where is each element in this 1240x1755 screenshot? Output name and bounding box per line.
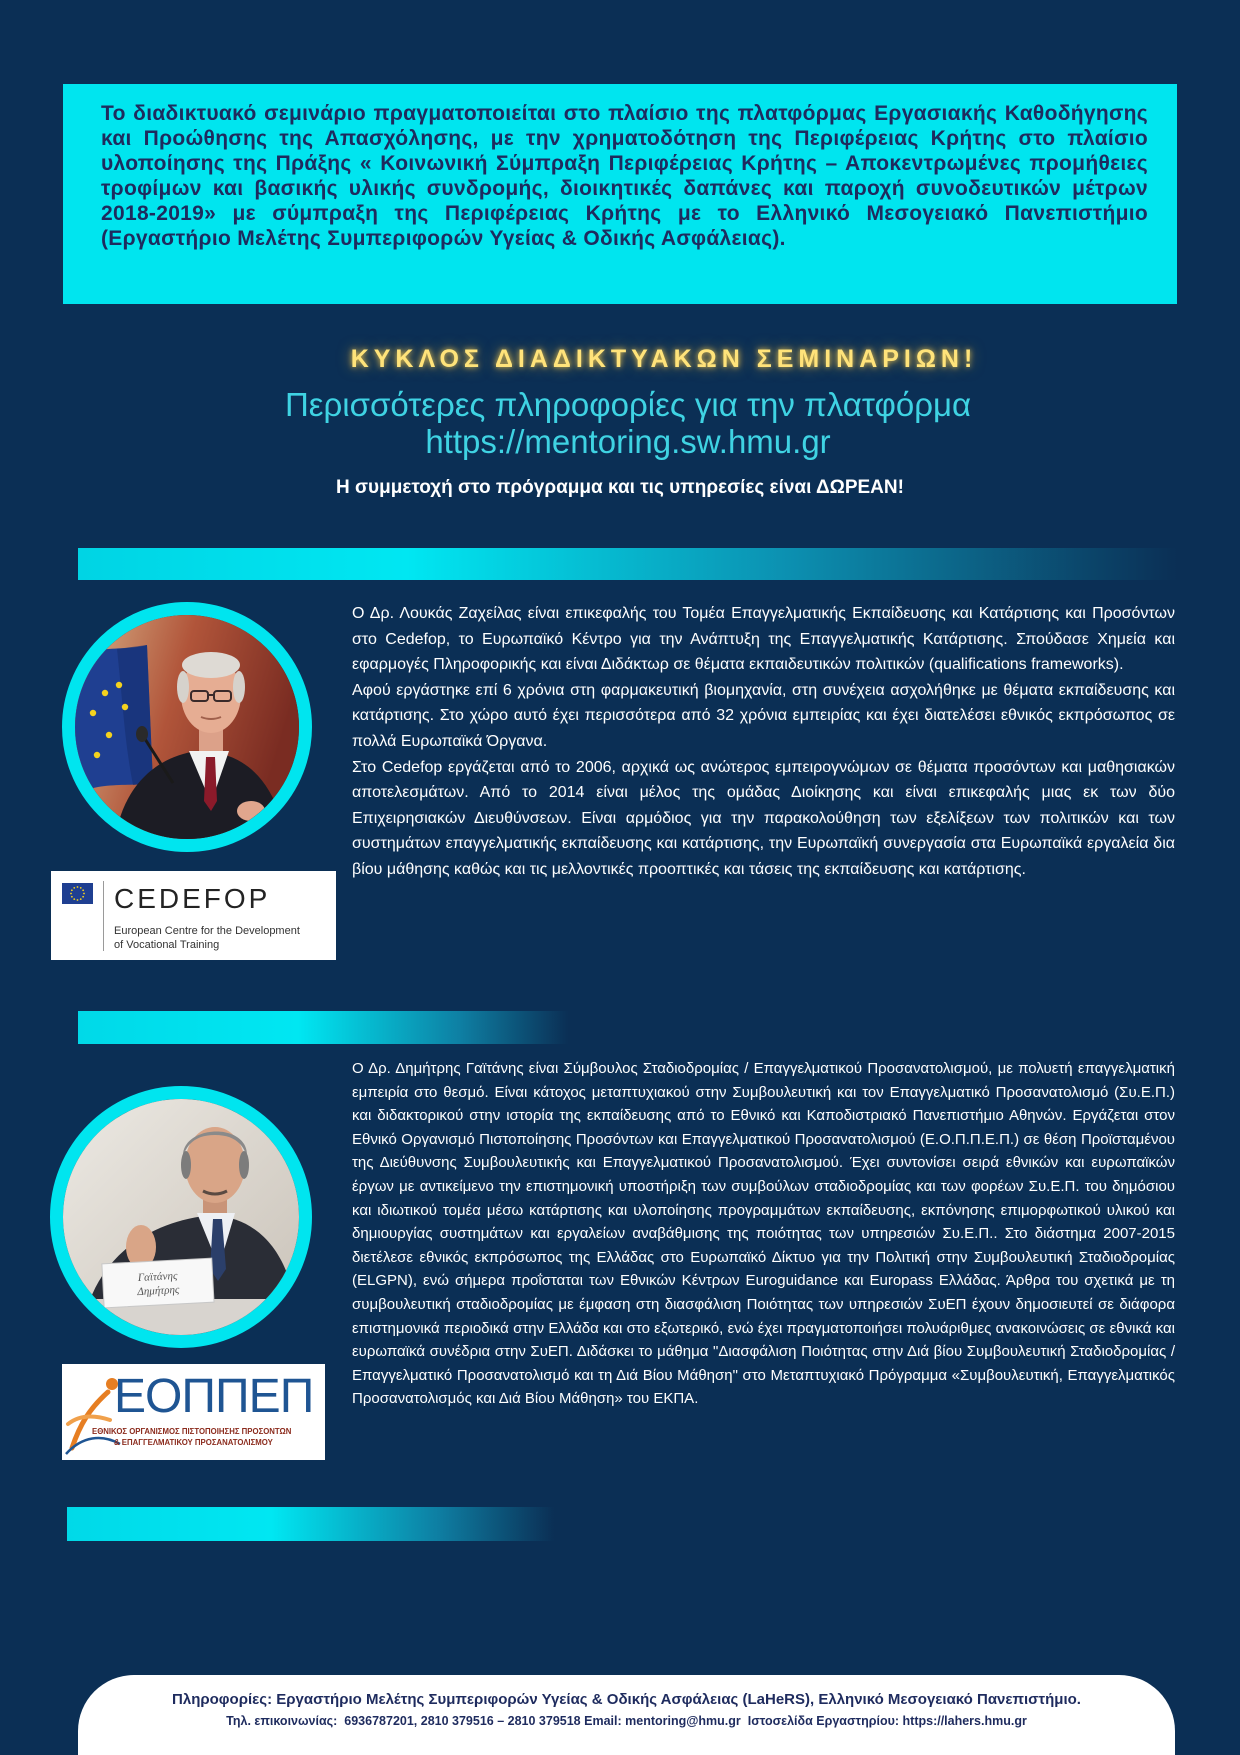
platform-url-link[interactable]: https://mentoring.sw.hmu.gr bbox=[425, 423, 831, 460]
speaker-1-photo bbox=[62, 602, 312, 852]
intro-text: Το διαδικτυακό σεμινάριο πραγματοποιείται στο πλαίσιο της πλατφόρμας Εργασιακής Καθοδήγησης και Προώθησης της Απασχόλησης, με την χρηματοδότηση της Περιφέρειας Κρήτης στο πλαίσιο υλοποίησης της Πράξης « Κοινωνική Σύμπραξη Περιφέρειας Κρήτης – Αποκεντρωμένες προμήθειες τροφίμων και βασικής υλικής συνδρομής, διοικητικές δαπάνες και παροχή συνοδευτικών μέτρων 2018-2019» με σύμπραξη της Περιφέρειας Κρήτης με το Ελληνικό Μεσογειακό Πανεπιστήμιο (Εργαστήριο Μελέτης Συμπεριφορών Υγείας & Οδικής Ασφάλειας). bbox=[101, 102, 1148, 250]
phone-label: Τηλ. επικοινωνίας: bbox=[226, 1714, 338, 1728]
bio-paragraph: Ο Δρ. Δημήτρης Γαϊτάνης είναι Σύμβουλος Σταδιοδρομίας / Επαγγελματικού Προσανατολισμού, με πολυετή επαγγελματική εμπειρία στο θεσμό. Είναι κάτοχος μεταπτυχιακού στην Συμβουλευτική και τον Επαγγελματικό Προσανατολισμό (Συ.Ε.Π.) και διδακτορικού στην ιστορία της εκπαίδευσης από το Εθνικό και Καποδιστριακό Πανεπιστήμιο Αθηνών. Εργάζεται στον Εθνικό Οργανισμό Πιστοποίησης Προσόντων και Επαγγελματικού Προσανατολισμού (Ε.Ο.Π.Π.Ε.Π.) σε θέση Προϊσταμένου της Διεύθυνσης Συμβουλευτικής και Επαγγελματικού Προσανατολισμού. Έχει συντονίσει σειρά εθνικών και ευρωπαϊκών έργων με αντικείμενο την επιστημονική υποστήριξη των συμβούλων σταδιοδρομίας και των φορέων Συ.Ε.Π. του δημόσιου και ιδιωτικού τομέα μέσω κατάρτισης και υλοποίησης προγραμμάτων εκπαίδευσης, εκπόνησης επιμορφωτικού υλικού και δημιουργίας συστημάτων και εργαλείων αναβάθμισης της ποιότητας των υπηρεσιών Συ.Ε.Π.. Στο διάστημα 2007-2015 διετέλεσε εθνικός εκπρόσωπος της Ελλάδας στο Ευρωπαϊκό Δίκτυο για την Πολιτική στην Συμβουλευτική Σταδιοδρομίας (ELGPN), ενώ σήμερα προΐσταται των Εθνικών Κέντρων Euroguidance και Europass Ελλάδας. Άρθρα του σχετικά με τη συμβουλευτική σταδιοδρομίας με έμφαση στη διασφάλιση Ποιότητας των υπηρεσιών ΣυΕΠ έχουν δημοσιευτεί σε διάφορα επιστημονικά περιοδικά στην Ελλάδα και στο εξωτερικό, ενώ έχει πραγματοποιήσει πολυάριθμες ανακοινώσεις σε εθνικά και ευρωπαϊκά συνέδρια στην ΣυΕΠ. Διδάσκει το μάθημα "Διασφάλιση Ποιότητας στην Διά βίου Συμβουλευτική Σταδιοδρομίας / Επαγγελματικό Προσανατολισμό και τη Διά Βίου Μάθηση" στο Μεταπτυχιακό Πρόγραμμα «Συμβουλευτική, Επαγγελματικός Προσανατολισμός και Διά Βίου Μάθηση» του ΕΚΠΑ. bbox=[352, 1060, 1175, 1408]
eoppep-wordmark: ΕΟΠΠΕΠ bbox=[114, 1370, 314, 1423]
speaker-2-bio bbox=[352, 1057, 1175, 1411]
cedefop-subtitle-line-2: of Vocational Training bbox=[114, 939, 220, 951]
website-label: Ιστοσελίδα Εργαστηρίου: bbox=[747, 1714, 900, 1728]
cedefop-subtitle bbox=[114, 924, 300, 952]
speaker-1-portrait bbox=[75, 615, 299, 839]
bio-paragraph: Στο Cedefop εργάζεται από το 2006, αρχικά ως ανώτερος εμπειρογνώμων σε θέματα προσόντων και μαθησιακών αποτελεσμάτων. Από το 2014 είναι μέλος της ομάδας Διοίκησης και είναι επικεφαλής μιας εκ των δύο Επιχειρησιακών Διευθύνσεων. Είναι αρμόδιος για την παρακολούθηση των εξελίξεων των πολιτικών και των συστημάτων επαγγελματικής εκπαίδευσης και κατάρτισης, την Ευρωπαϊκή συνεργασία στα Ευρωπαϊκά εργαλεία δια βίου μάθησης καθώς και τις μελλοντικές προοπτικές και τάσεις της εκπαίδευσης και κατάρτισης. bbox=[352, 758, 1175, 878]
cedefop-subtitle-line-1: European Centre for the Development bbox=[114, 925, 300, 937]
email-label: Email: bbox=[584, 1714, 622, 1728]
speaker-2-photo bbox=[50, 1086, 312, 1348]
footer-contact bbox=[78, 1675, 1175, 1755]
email-link[interactable]: mentoring@hmu.gr bbox=[625, 1714, 741, 1728]
eoppep-logo bbox=[62, 1364, 325, 1460]
logo-divider bbox=[103, 881, 104, 951]
intro-box bbox=[63, 84, 1177, 304]
bio-paragraph: Αφού εργάστηκε επί 6 χρόνια στη φαρμακευτική βιομηχανία, στη συνέχεια ασχολήθηκε με θέματα εκπαίδευσης και κατάρτισης. Στο χώρο αυτό έχει περισσότερα από 32 χρόνια εμπειρίας και έχει διατελέσει εθνικός εκπρόσωπος σε πολλά Ευρωπαϊκά Όργανα. bbox=[352, 681, 1175, 750]
nameplate-firstname: Δημήτρης bbox=[137, 1283, 180, 1299]
section-divider-bar bbox=[67, 1507, 554, 1541]
section-divider-bar bbox=[78, 548, 1177, 580]
eu-flag-icon bbox=[62, 883, 93, 904]
speaker-1-bio bbox=[352, 601, 1175, 883]
eu-flag-backdrop bbox=[75, 645, 153, 795]
bio-paragraph: Ο Δρ. Λουκάς Ζαχείλας είναι επικεφαλής του Τομέα Επαγγελματικής Εκπαίδευσης και Κατάρτισης και Προσόντων στο Cedefop, το Ευρωπαϊκό Κέντρο για την Ανάπτυξη της Επαγγελματικής Κατάρτισης. Σπούδασε Χημεία και εφαρμογές Πληροφορικής και είναι Διδάκτωρ σε θέματα εκπαιδευτικών πολιτικών (qualifications frameworks). bbox=[352, 605, 1175, 674]
free-participation-notice: Η συμμετοχή στο πρόγραμμα και τις υπηρεσίες είναι ΔΩΡΕΑΝ! bbox=[336, 477, 904, 498]
section-divider-bar bbox=[78, 1011, 568, 1044]
cedefop-wordmark: CEDEFOP bbox=[114, 883, 271, 914]
nameplate-surname: Γαϊτάνης bbox=[137, 1269, 178, 1285]
eoppep-subtitle-line-2: & ΕΠΑΓΓΕΛΜΑΤΙΚΟΥ ΠΡΟΣΑΝΑΤΟΛΙΣΜΟΥ bbox=[114, 1438, 273, 1447]
series-heading: ΚΥΚΛΟΣ ΔΙΑΔΙΚΤΥΑΚΩΝ ΣΕΜΙΝΑΡΙΩΝ! bbox=[350, 345, 978, 373]
cedefop-logo bbox=[51, 871, 336, 960]
eoppep-subtitle-line-1: ΕΘΝΙΚΟΣ ΟΡΓΑΝΙΣΜΟΣ ΠΙΣΤΟΠΟΙΗΣΗΣ ΠΡΟΣΟΝΤΩΝ bbox=[92, 1427, 292, 1436]
platform-info bbox=[0, 386, 1240, 460]
website-link[interactable]: https://lahers.hmu.gr bbox=[902, 1714, 1027, 1728]
speaker-2-nameplate bbox=[102, 1258, 214, 1308]
phone-numbers: 6936787201, 2810 379516 – 2810 379518 bbox=[344, 1714, 581, 1728]
platform-info-text: Περισσότερες πληροφορίες για την πλατφόρμα bbox=[284, 386, 972, 423]
footer-info-line: Πληροφορίες: Εργαστήριο Μελέτης Συμπεριφορών Υγείας & Οδικής Ασφάλειας (LaHeRS), Ελληνικό Μεσογειακό Πανεπιστήμιο. bbox=[172, 1691, 1081, 1708]
speaker-2-portrait bbox=[63, 1099, 299, 1335]
footer-contact-line bbox=[78, 1711, 1175, 1731]
